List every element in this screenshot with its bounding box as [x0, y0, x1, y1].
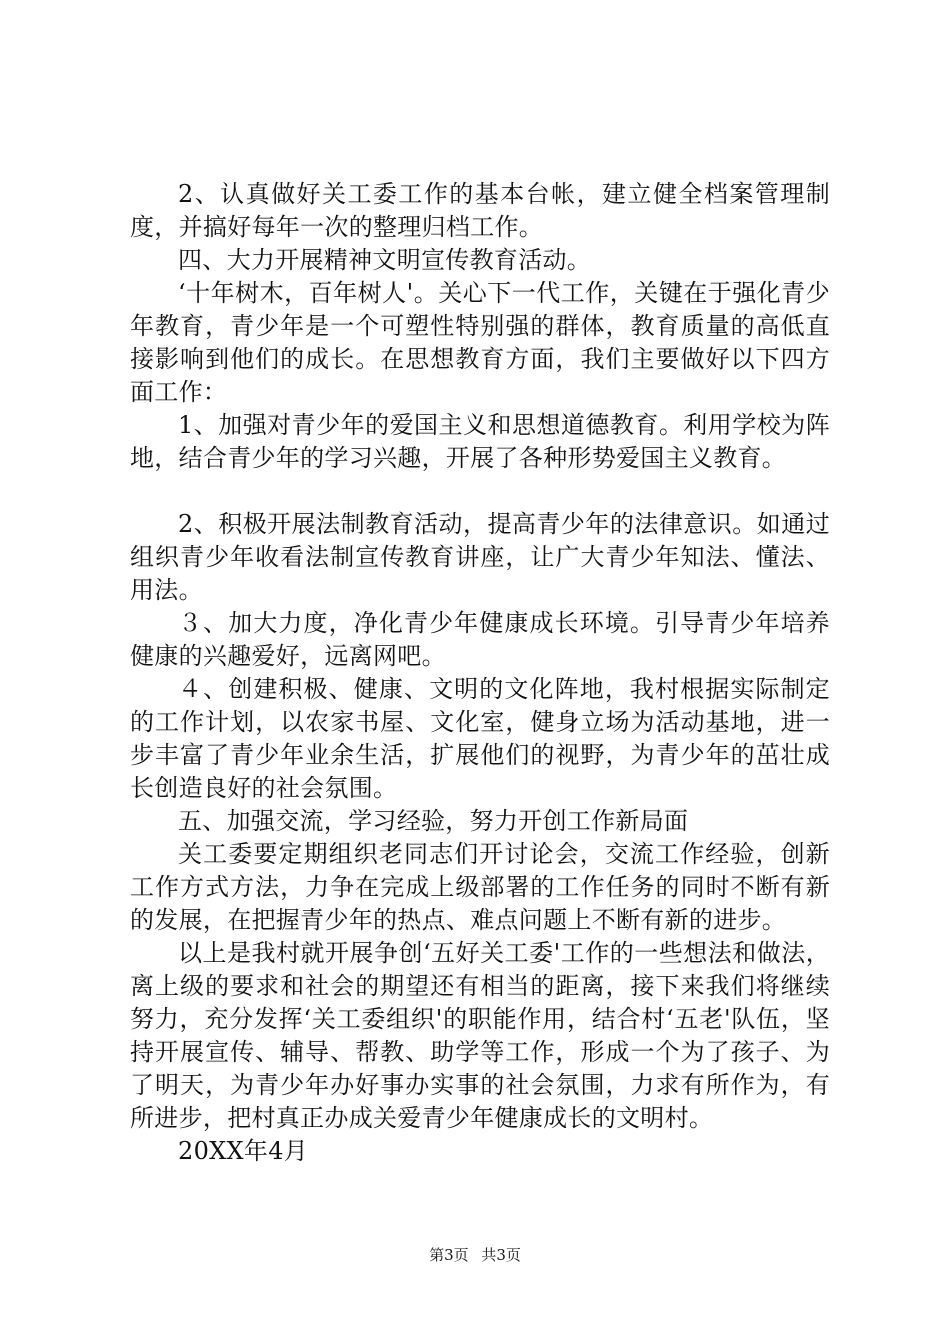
paragraph-exchange: 关工委要定期组织老同志们开讨论会，交流工作经验，创新工作方式方法，力争在完成上级部署的工作任务的同时不断有新的发展，在把握青少年的热点、难点问题上不断有新的进步。 — [130, 840, 830, 934]
paragraph-cultural-base: ４、创建积极、健康、文明的文化阵地，我村根据实际制定的工作计划，以农家书屋、文化室，健身立场为活动基地，进一步丰富了青少年业余生活，扩展他们的视野，为青少年的茁壮成长创造良好的社会氛围。 — [130, 675, 830, 802]
page-footer — [0, 1244, 950, 1265]
document-body — [130, 178, 830, 1168]
page-total: 共3页 — [481, 1246, 521, 1264]
paragraph-archive-management: 2、认真做好关工委工作的基本台帐，建立健全档案管理制度，并搞好每年一次的整理归档工作。 — [130, 180, 830, 241]
section-heading-four: 四、大力开展精神文明宣传教育活动。 — [178, 246, 592, 274]
paragraph-patriotic-education: 1、加强对青少年的爱国主义和思想道德教育。利用学校为阵地，结合青少年的学习兴趣，开展了各种形势爱国主义教育。 — [130, 411, 830, 472]
paragraph-youth-education: ‘十年树木，百年树人'。关心下一代工作，关键在于强化青少年教育，青少年是一个可塑性特别强的群体，教育质量的高低直接影响到他们的成长。在思想教育方面，我们主要做好以下四方面工作： — [130, 279, 830, 406]
page-number: 第3页 — [429, 1246, 469, 1264]
document-date: 20XX年4月 — [178, 1137, 309, 1165]
blank-line — [130, 475, 830, 508]
paragraph-legal-education: 2、积极开展法制教育活动，提高青少年的法律意识。如通过组织青少年收看法制宣传教育讲座，让广大青少年知法、懂法、用法。 — [130, 510, 830, 604]
section-heading-five: 五、加强交流，学习经验，努力开创工作新局面 — [178, 807, 689, 835]
paragraph-environment: ３、加大力度，净化青少年健康成长环境。引导青少年培养健康的兴趣爱好，远离网吧。 — [130, 609, 830, 670]
paragraph-conclusion: 以上是我村就开展争创‘五好关工委'工作的一些想法和做法，离上级的要求和社会的期望还有相当的距离，接下来我们将继续努力，充分发挥‘关工委组织'的职能作用，结合村‘五老'队伍，坚持开展宣传、辅导、帮教、助学等工作，形成一个为了孩子、为了明天，为青少年办好事办实事的社会氛围，力求有所作为，有所进步，把村真正办成关爱青少年健康成长的文明村。 — [130, 939, 830, 1132]
